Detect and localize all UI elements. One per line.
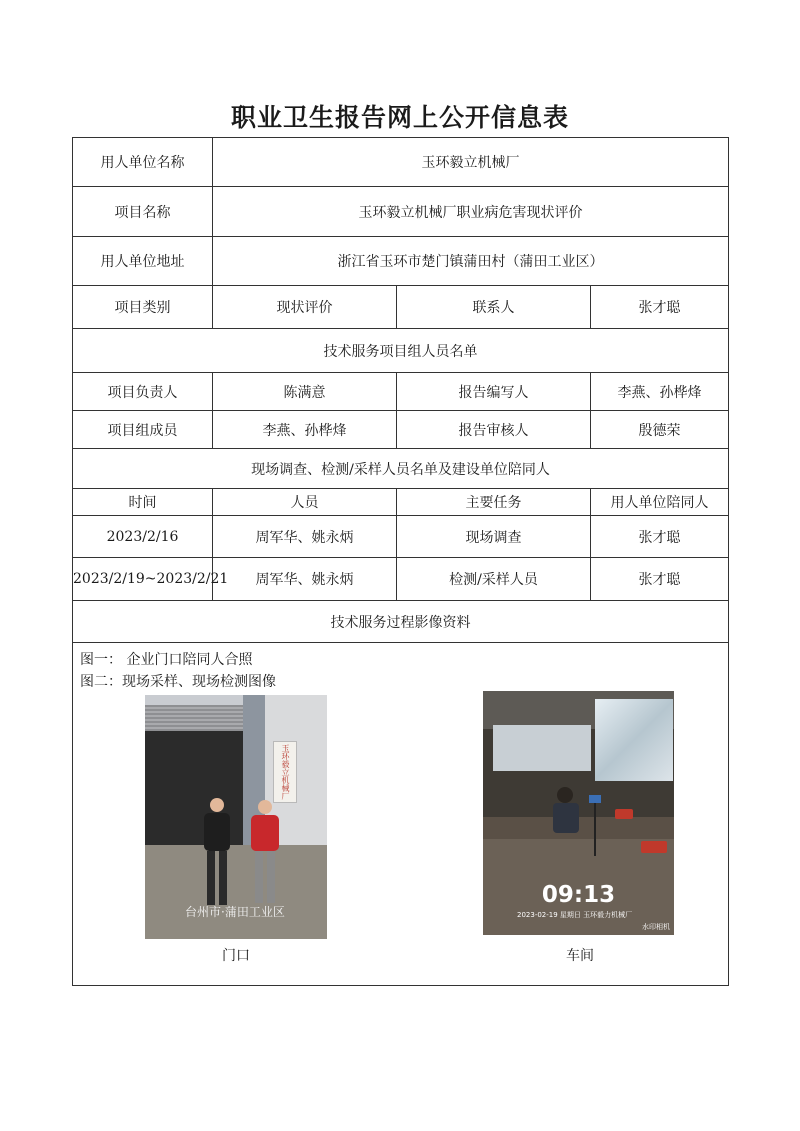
project-type-value: 现状评价 [213,286,397,329]
survey-header-time: 时间 [73,489,213,516]
row-survey-section [73,449,729,489]
company-sign: 玉环毅立机械厂 [273,741,297,803]
survey-row-1-personnel: 周军华、姚永炳 [213,516,397,558]
report-writer-value: 李燕、孙桦烽 [591,373,729,411]
entrance-photo [145,695,327,939]
project-type-label: 项目类别 [73,286,213,329]
team-lead-value: 陈满意 [213,373,397,411]
images-section-heading: 技术服务过程影像资料 [73,601,729,643]
contact-label: 联系人 [397,286,591,329]
employer-name-label: 用人单位名称 [73,138,213,187]
table-row [73,558,729,601]
survey-header-task: 主要任务 [397,489,591,516]
report-writer-label: 报告编写人 [397,373,591,411]
row-team-members [73,411,729,449]
escort-people-illustration [189,795,309,915]
project-name-label: 项目名称 [73,187,213,237]
row-images-section [73,601,729,643]
team-members-label: 项目组成员 [73,411,213,449]
photo-2-time: 09:13 [541,882,616,908]
survey-row-2-task: 检测/采样人员 [397,558,591,601]
row-employer-address [73,237,729,286]
workshop-photo [483,691,674,935]
survey-header-personnel: 人员 [213,489,397,516]
photo-1-label: 门口 [222,948,250,964]
team-lead-label: 项目负责人 [73,373,213,411]
info-table [72,137,729,986]
photo-1-watermark: 台州市·蒲田工业区 [185,905,285,919]
employer-address-value: 浙江省玉环市楚门镇蒲田村（蒲田工业区） [213,237,729,286]
report-reviewer-value: 殷德荣 [591,411,729,449]
survey-row-1-task: 现场调查 [397,516,591,558]
project-name-value: 玉环毅立机械厂职业病危害现状评价 [213,187,729,237]
employer-name-value: 玉环毅立机械厂 [213,138,729,187]
row-photos [73,643,729,986]
row-team-lead [73,373,729,411]
photo-2-date: 2023-02-19 星期日 玉环毅力机械厂 [517,911,633,919]
row-team-section [73,329,729,373]
figure-2-caption: 图二：现场采样、现场检测图像 [80,674,276,690]
page-title: 职业卫生报告网上公开信息表 [230,103,569,132]
row-employer-name [73,138,729,187]
photo-2-watermark: 水印相机 [642,923,670,931]
survey-row-1-escort: 张才聪 [591,516,729,558]
worker-illustration [543,781,623,861]
row-project-type [73,286,729,329]
survey-row-2-escort: 张才聪 [591,558,729,601]
table-row [73,516,729,558]
survey-row-2-personnel: 周军华、姚永炳 [213,558,397,601]
row-survey-headers [73,489,729,516]
survey-row-2-time: 2023/2/19~2023/2/21 [73,558,213,601]
survey-header-escort: 用人单位陪同人 [591,489,729,516]
survey-section-heading: 现场调查、检测/采样人员名单及建设单位陪同人 [73,449,729,489]
photo-2-label: 车间 [566,948,594,964]
photo-area [73,643,728,985]
report-reviewer-label: 报告审核人 [397,411,591,449]
figure-1-caption: 图一： 企业门口陪同人合照 [80,652,253,668]
survey-row-1-time: 2023/2/16 [73,516,213,558]
row-project-name [73,187,729,237]
employer-address-label: 用人单位地址 [73,237,213,286]
contact-value: 张才聪 [591,286,729,329]
team-members-value: 李燕、孙桦烽 [213,411,397,449]
team-section-heading: 技术服务项目组人员名单 [73,329,729,373]
